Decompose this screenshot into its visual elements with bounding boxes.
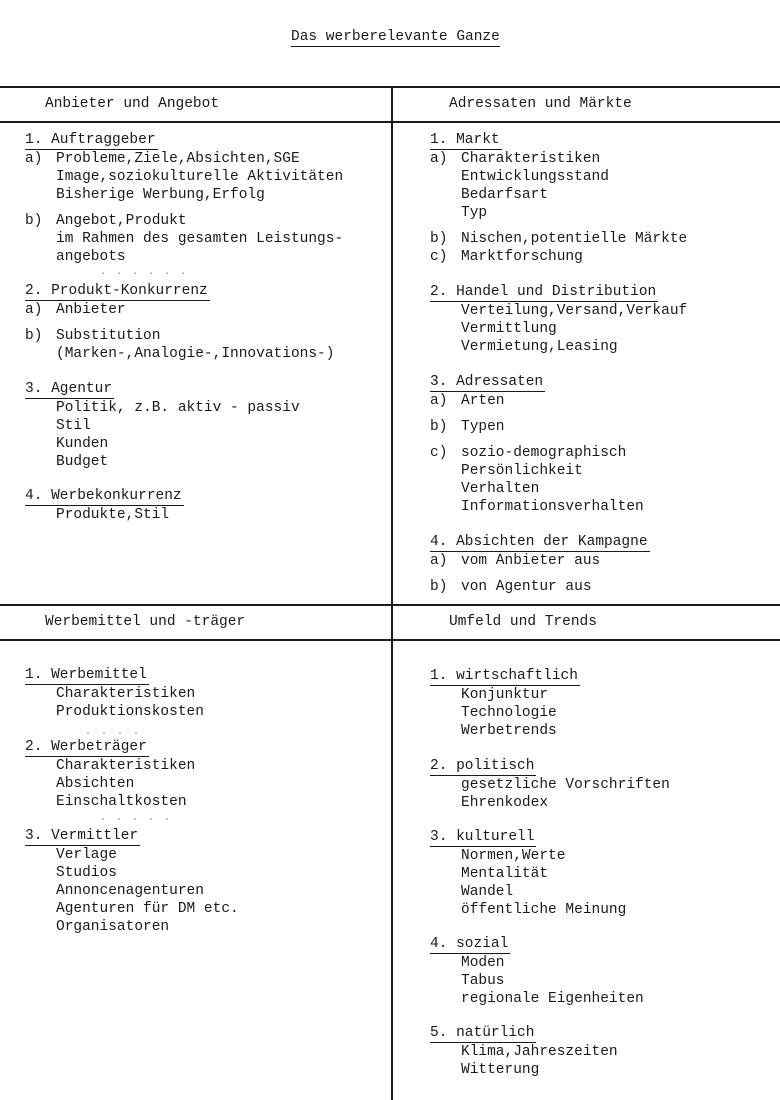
page-title: Das werberelevante Ganze: [291, 29, 500, 45]
list-item-line: gesetzliche Vorschriften: [461, 777, 670, 793]
list-item-line: Witterung: [461, 1062, 540, 1078]
section-heading: 2. Handel und Distribution: [430, 284, 657, 300]
list-item-line: Stil: [56, 418, 91, 434]
section-vermittler: [25, 828, 239, 936]
section-heading: 1. Werbemittel: [25, 667, 147, 683]
list-item-line: Politik, z.B. aktiv - passiv: [56, 400, 300, 416]
list-item-line: angebots: [56, 249, 126, 265]
list-item: b) Angebot,Produkt: [25, 213, 187, 229]
section-heading: 3. Adressaten: [430, 374, 544, 390]
list-item-line: Charakteristiken: [56, 686, 196, 702]
list-item-line: Absichten: [56, 776, 135, 792]
list-item-line: Informationsverhalten: [461, 499, 644, 515]
list-item-line: Vermittlung: [461, 321, 557, 337]
list-item-line: Verhalten: [461, 481, 540, 497]
section-heading: 3. kulturell: [430, 829, 535, 845]
list-item-line: Werbetrends: [461, 723, 557, 739]
column-divider: [391, 86, 393, 1100]
list-item-line: Charakteristiken: [56, 758, 196, 774]
list-item-line: Studios: [56, 865, 117, 881]
list-item-line: im Rahmen des gesamten Leistungs-: [56, 231, 344, 247]
list-item-line: Verlage: [56, 847, 117, 863]
section-auftraggeber: [25, 132, 343, 266]
list-item-line: Persönlichkeit: [461, 463, 583, 479]
list-item-line: Verteilung,Versand,Verkauf: [461, 303, 688, 319]
list-item-line: Klima,Jahreszeiten: [461, 1044, 618, 1060]
list-item-line: Image,soziokulturelle Aktivitäten: [56, 169, 344, 185]
header-rule-bottom: [0, 639, 780, 641]
section-werbetraeger: [25, 739, 195, 811]
header-werbemittel-traeger: Werbemittel und -träger: [45, 614, 246, 630]
list-item: a) Probleme,Ziele,Absichten,SGE: [25, 151, 300, 167]
list-item-line: öffentliche Meinung: [461, 902, 627, 918]
list-item: c) Marktforschung: [430, 249, 583, 265]
section-heading: 3. Agentur: [25, 381, 113, 397]
dot-marks: · · · ·: [85, 729, 142, 740]
section-natuerlich: [430, 1025, 618, 1079]
list-item: b) Substitution: [25, 328, 161, 344]
list-item-line: Budget: [56, 454, 109, 470]
section-adressaten: [430, 374, 644, 516]
list-item-line: Typ: [461, 205, 488, 221]
list-item-line: Organisatoren: [56, 919, 170, 935]
section-heading: 4. Werbekonkurrenz: [25, 488, 182, 504]
list-item: a) Charakteristiken: [430, 151, 601, 167]
list-item: a) Arten: [430, 393, 505, 409]
list-item-line: Tabus: [461, 973, 505, 989]
section-heading: 5. natürlich: [430, 1025, 535, 1041]
section-heading: 2. Werbeträger: [25, 739, 147, 755]
section-kulturell: [430, 829, 626, 919]
list-item-line: Moden: [461, 955, 505, 971]
section-heading: 3. Vermittler: [25, 828, 139, 844]
list-item-line: (Marken-,Analogie-,Innovations-): [56, 346, 335, 362]
list-item-line: Produktionskosten: [56, 704, 204, 720]
section-heading: 4. sozial: [430, 936, 509, 952]
section-werbemittel: [25, 667, 204, 721]
list-item-line: Technologie: [461, 705, 557, 721]
list-item: b) von Agentur aus: [430, 579, 592, 595]
header-anbieter-angebot: Anbieter und Angebot: [45, 96, 220, 112]
list-item-line: Einschaltkosten: [56, 794, 187, 810]
list-item-line: Entwicklungsstand: [461, 169, 609, 185]
section-sozial: [430, 936, 644, 1008]
list-item-line: Konjunktur: [461, 687, 549, 703]
list-item-line: Ehrenkodex: [461, 795, 549, 811]
header-umfeld-trends: Umfeld und Trends: [449, 614, 597, 630]
list-item: a) Anbieter: [25, 302, 126, 318]
list-item-line: Agenturen für DM etc.: [56, 901, 239, 917]
section-politisch: [430, 758, 670, 812]
list-item-line: Mentalität: [461, 866, 549, 882]
table-top-rule: [0, 86, 780, 88]
section-heading: 2. Produkt-Konkurrenz: [25, 283, 208, 299]
dot-marks: · · · · ·: [100, 815, 173, 826]
header-rule-top: [0, 121, 780, 123]
section-absichten-kampagne: [430, 534, 650, 596]
section-markt: [430, 132, 687, 266]
section-wirtschaftlich: [430, 668, 580, 740]
section-heading: 4. Absichten der Kampagne: [430, 534, 648, 550]
section-heading: 2. politisch: [430, 758, 535, 774]
section-heading: 1. wirtschaftlich: [430, 668, 578, 684]
header-adressaten-maerkte: Adressaten und Märkte: [449, 96, 632, 112]
list-item: a) vom Anbieter aus: [430, 553, 601, 569]
list-item-line: Bedarfsart: [461, 187, 549, 203]
list-item-line: Normen,Werte: [461, 848, 566, 864]
section-produkt-konkurrenz: [25, 283, 334, 363]
list-item-line: Bisherige Werbung,Erfolg: [56, 187, 265, 203]
dot-marks: · · · · · ·: [100, 269, 189, 280]
list-item-line: Kunden: [56, 436, 109, 452]
list-item: b) Typen: [430, 419, 505, 435]
section-werbekonkurrenz: [25, 488, 184, 524]
middle-rule: [0, 604, 780, 606]
section-heading: 1. Auftraggeber: [25, 132, 156, 148]
list-item-line: Vermietung,Leasing: [461, 339, 618, 355]
list-item-line: regionale Eigenheiten: [461, 991, 644, 1007]
list-item: b) Nischen,potentielle Märkte: [430, 231, 688, 247]
list-item-line: Produkte,Stil: [56, 507, 170, 523]
list-item: c) sozio-demographisch: [430, 445, 627, 461]
list-item-line: Wandel: [461, 884, 514, 900]
list-item-line: Annoncenagenturen: [56, 883, 204, 899]
section-handel-distribution: [430, 284, 687, 356]
section-agentur: [25, 381, 300, 471]
section-heading: 1. Markt: [430, 132, 500, 148]
